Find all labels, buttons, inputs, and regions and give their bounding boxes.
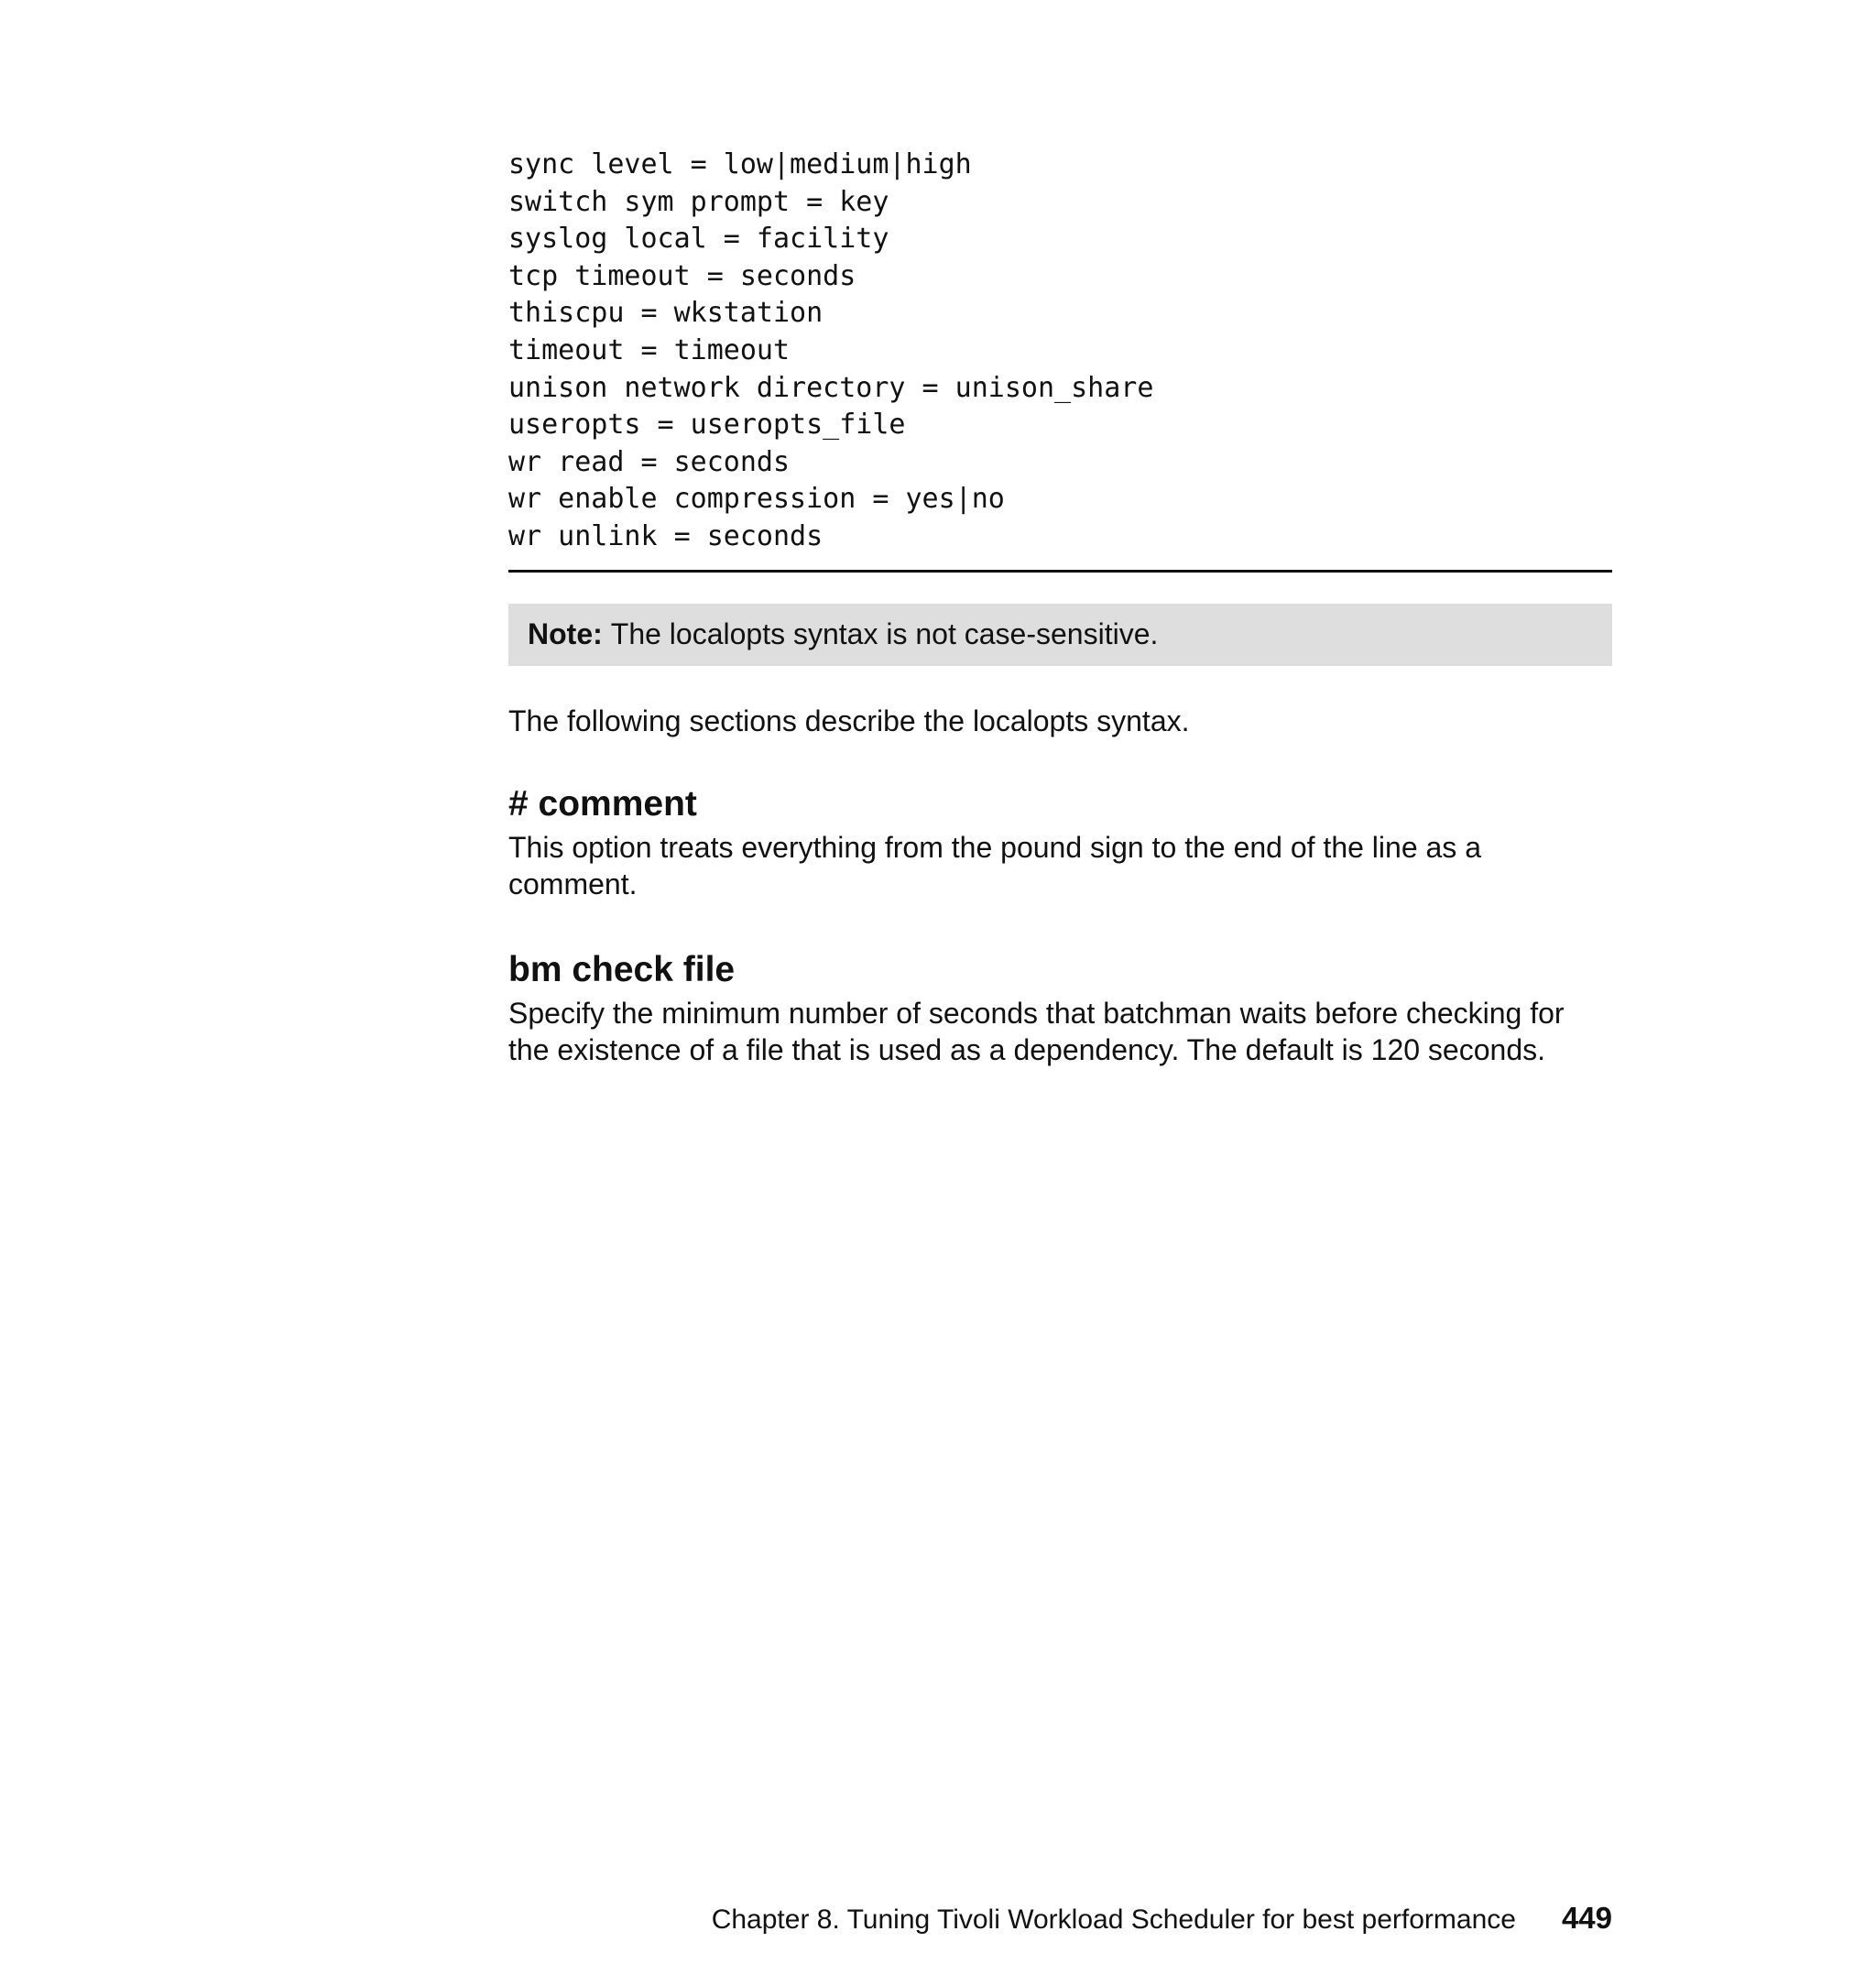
section-body-bm-check-file: Specify the minimum number of seconds that batchman waits before checking for the existence of a file that is used as a dependency. The default is 120 seconds. xyxy=(508,996,1565,1067)
code-line: wr unlink = seconds xyxy=(508,519,823,552)
code-line: useropts = useropts_file xyxy=(508,409,906,442)
code-divider xyxy=(508,570,1612,573)
code-line: wr enable compression = yes|no xyxy=(508,483,1005,516)
section-heading-comment: # comment xyxy=(508,783,697,824)
page-content xyxy=(508,147,1612,1069)
code-listing xyxy=(508,147,1612,556)
note-label: Note: xyxy=(528,617,603,651)
section-heading-bm-check-file: bm check file xyxy=(508,949,736,989)
code-line: switch sym prompt = key xyxy=(508,185,889,218)
page-footer xyxy=(508,1901,1612,1936)
intro-paragraph: The following sections describe the localopts syntax. xyxy=(508,704,1190,737)
code-line: timeout = timeout xyxy=(508,333,791,366)
code-line: tcp timeout = seconds xyxy=(508,259,856,292)
code-line: sync level = low|medium|high xyxy=(508,148,972,180)
note-box xyxy=(508,604,1612,666)
footer-chapter-title: Chapter 8. Tuning Tivoli Workload Scheduler for best performance xyxy=(711,1904,1516,1935)
page-number: 449 xyxy=(1561,1901,1612,1935)
code-line: wr read = seconds xyxy=(508,445,791,478)
section-body-comment: This option treats everything from the pound sign to the end of the line as a comment. xyxy=(508,830,1481,901)
code-line: unison network directory = unison_share xyxy=(508,371,1154,404)
code-line: syslog local = facility xyxy=(508,223,889,256)
note-text: The localopts syntax is not case-sensitive. xyxy=(610,617,1159,651)
code-line: thiscpu = wkstation xyxy=(508,297,823,330)
